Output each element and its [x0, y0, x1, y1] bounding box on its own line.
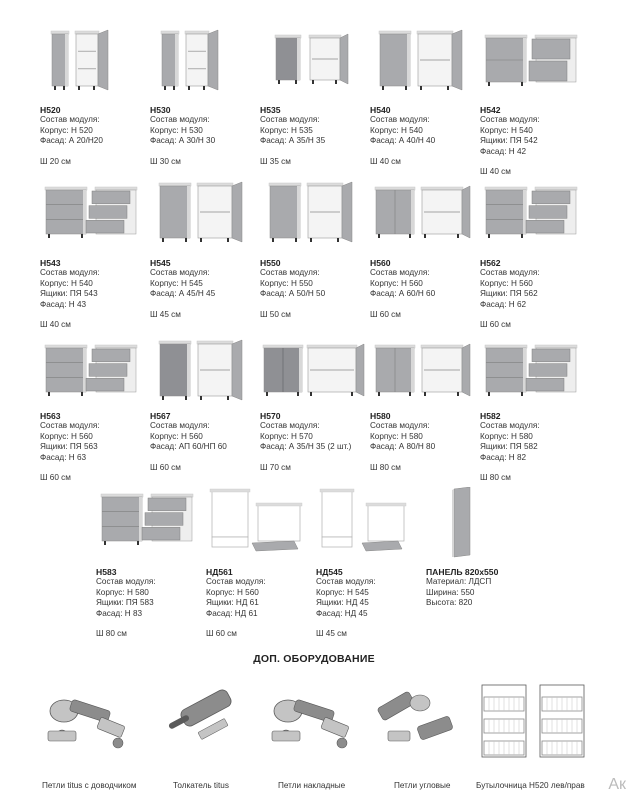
- module-code: Н543: [40, 258, 61, 268]
- cabinet-narrow-icon: [40, 28, 148, 98]
- equipment-label: Петли накладные: [278, 781, 346, 790]
- module-spec-line: Корпус: Н 560: [40, 431, 93, 441]
- cabinet-door-icon: [370, 28, 478, 98]
- module-spec-line: Ящики: ПЯ 582: [480, 442, 538, 452]
- module-spec-line: Корпус: Н 550: [260, 278, 313, 288]
- module-spec-line: Фасад: АП 60/НП 60: [150, 442, 227, 452]
- module-spec-line: Фасад: НД 61: [206, 608, 258, 618]
- module-spec-line: Ящики: НД 61: [206, 598, 259, 608]
- module-width: Ш 60 см: [206, 629, 237, 639]
- module-width: Ш 40 см: [370, 157, 401, 167]
- module-description: [370, 411, 488, 473]
- bottle-rack-icon: [478, 681, 594, 761]
- cabinet-dark-icon: [260, 338, 368, 408]
- equipment-label: Петли угловые: [394, 781, 451, 790]
- module-width: Ш 40 см: [40, 320, 71, 330]
- module-code: Н550: [260, 258, 281, 268]
- module-width: Ш 35 см: [260, 157, 291, 167]
- equipment-label: Толкатель titus: [173, 781, 229, 790]
- module-width: Ш 50 см: [260, 310, 291, 320]
- module-description: [40, 105, 158, 167]
- module-spec-line: Корпус: Н 520: [40, 125, 93, 135]
- module-width: Ш 70 см: [260, 463, 291, 473]
- watermark: Ак: [608, 776, 626, 793]
- module-spec-line: Фасад: Н 42: [480, 146, 527, 156]
- module-spec-line: Фасад: А 30/Н 30: [150, 136, 216, 146]
- module-spec-line: Состав модуля:: [370, 421, 430, 431]
- module-spec-line: Фасад: А 20/Н20: [40, 136, 103, 146]
- module-code: Н530: [150, 105, 171, 115]
- module-spec-line: Фасад: А 60/Н 60: [370, 289, 436, 299]
- module-spec-line: Корпус: Н 540: [480, 125, 533, 135]
- module-code: Н542: [480, 105, 501, 115]
- module-spec-line: Корпус: Н 535: [260, 125, 313, 135]
- module-spec-line: Корпус: Н 570: [260, 431, 313, 441]
- cabinet-drawers-icon: [96, 487, 204, 557]
- module-spec-line: Высота: 820: [426, 598, 473, 608]
- cabinet-dark-icon: [260, 28, 368, 98]
- oven-housing-icon: [206, 487, 314, 557]
- oven-housing-icon: [316, 487, 424, 557]
- cabinet-drawers-icon: [40, 180, 148, 250]
- module-description: [40, 411, 158, 484]
- module-spec-line: Ящики: ПЯ 543: [40, 289, 98, 299]
- module-spec-line: Фасад: Н 82: [480, 452, 527, 462]
- module-width: Ш 45 см: [316, 629, 347, 639]
- module-spec-line: Состав модуля:: [316, 577, 376, 587]
- equipment-label: Бутылочница Н520 лев/прав: [476, 781, 585, 790]
- module-spec-line: Фасад: А 80/Н 80: [370, 442, 436, 452]
- module-spec-line: Фасад: Н 83: [96, 608, 143, 618]
- module-spec-line: Фасад: А 35/Н 35 (2 шт.): [260, 442, 352, 452]
- module-spec-line: Фасад: А 50/Н 50: [260, 289, 326, 299]
- module-description: [480, 411, 598, 484]
- module-code: Н520: [40, 105, 61, 115]
- module-code: Н545: [150, 258, 171, 268]
- module-spec-line: Корпус: Н 530: [150, 125, 203, 135]
- cabinet-door-icon: [150, 338, 258, 408]
- module-spec-line: Состав модуля:: [260, 421, 320, 431]
- cabinet-door-icon: [150, 180, 258, 250]
- module-code: Н535: [260, 105, 281, 115]
- module-code: Н567: [150, 411, 171, 421]
- module-spec-line: Ящики: ПЯ 562: [480, 289, 538, 299]
- module-description: [370, 258, 488, 320]
- section-title: ДОП. ОБОРУДОВАНИЕ: [253, 653, 375, 665]
- module-code: Н560: [370, 258, 391, 268]
- module-description: [150, 105, 268, 167]
- module-width: Ш 45 см: [150, 310, 181, 320]
- module-code: Н583: [96, 567, 117, 577]
- hinge-corner-icon: [368, 681, 484, 761]
- module-spec-line: Корпус: Н 560: [480, 278, 533, 288]
- cabinet-drawers-icon: [40, 338, 148, 408]
- module-spec-line: Фасад: НД 45: [316, 608, 368, 618]
- module-spec-line: Корпус: Н 560: [370, 278, 423, 288]
- module-spec-line: Состав модуля:: [150, 421, 210, 431]
- module-spec-line: Ящики: ПЯ 542: [480, 136, 538, 146]
- module-spec-line: Корпус: Н 545: [316, 587, 369, 597]
- module-spec-line: Состав модуля:: [260, 268, 320, 278]
- module-spec-line: Состав модуля:: [480, 268, 540, 278]
- module-spec-line: Корпус: Н 560: [150, 431, 203, 441]
- module-spec-line: Состав модуля:: [150, 268, 210, 278]
- cabinet-double-icon: [370, 338, 478, 408]
- module-code: Н580: [370, 411, 391, 421]
- module-width: Ш 60 см: [40, 473, 71, 483]
- module-spec-line: Состав модуля:: [40, 421, 100, 431]
- cabinet-drawers-icon: [480, 180, 588, 250]
- module-spec-line: Корпус: Н 540: [40, 278, 93, 288]
- module-description: [480, 258, 598, 331]
- module-spec-line: Состав модуля:: [480, 115, 540, 125]
- module-width: Ш 40 см: [480, 167, 511, 177]
- module-code: ПАНЕЛЬ 820х550: [426, 567, 499, 577]
- module-spec-line: Корпус: Н 580: [370, 431, 423, 441]
- module-width: Ш 60 см: [480, 320, 511, 330]
- module-spec-line: Фасад: А 45/Н 45: [150, 289, 216, 299]
- module-spec-line: Корпус: Н 540: [370, 125, 423, 135]
- module-spec-line: Состав модуля:: [96, 577, 156, 587]
- module-description: [260, 411, 378, 473]
- module-spec-line: Фасад: Н 62: [480, 299, 527, 309]
- side-panel-icon: [426, 487, 534, 557]
- equipment-label: Петли titus с доводчиком: [42, 781, 137, 790]
- module-spec-line: Состав модуля:: [260, 115, 320, 125]
- module-description: [370, 105, 488, 167]
- module-code: НД561: [206, 567, 233, 577]
- module-description: [150, 258, 268, 320]
- module-code: Н563: [40, 411, 61, 421]
- module-code: Н562: [480, 258, 501, 268]
- module-description: [206, 567, 324, 640]
- module-spec-line: Состав модуля:: [370, 268, 430, 278]
- module-spec-line: Состав модуля:: [40, 268, 100, 278]
- cabinet-double-icon: [370, 180, 478, 250]
- module-spec-line: Состав модуля:: [480, 421, 540, 431]
- module-spec-line: Корпус: Н 545: [150, 278, 203, 288]
- push-latch-icon: [150, 681, 266, 761]
- module-spec-line: Ящики: НД 45: [316, 598, 369, 608]
- hinge-soft-close-icon: [38, 681, 154, 761]
- module-spec-line: Фасад: А 35/Н 35: [260, 136, 326, 146]
- module-width: Ш 30 см: [150, 157, 181, 167]
- module-spec-line: Состав модуля:: [150, 115, 210, 125]
- cabinet-drawers-icon: [480, 28, 588, 98]
- module-description: [480, 105, 598, 178]
- module-description: [96, 567, 214, 640]
- module-spec-line: Корпус: Н 580: [96, 587, 149, 597]
- module-description: [260, 105, 378, 167]
- module-width: Ш 80 см: [96, 629, 127, 639]
- cabinet-door-icon: [260, 180, 368, 250]
- module-spec-line: Состав модуля:: [370, 115, 430, 125]
- module-spec-line: Фасад: Н 63: [40, 452, 87, 462]
- module-code: НД545: [316, 567, 343, 577]
- module-width: Ш 80 см: [480, 473, 511, 483]
- module-spec-line: Материал: ЛДСП: [426, 577, 492, 587]
- module-spec-line: Корпус: Н 560: [206, 587, 259, 597]
- module-spec-line: Ящики: ПЯ 583: [96, 598, 154, 608]
- module-spec-line: Ящики: ПЯ 563: [40, 442, 98, 452]
- cabinet-narrow-icon: [150, 28, 258, 98]
- module-code: Н540: [370, 105, 391, 115]
- module-width: Ш 60 см: [370, 310, 401, 320]
- module-description: [150, 411, 268, 473]
- module-width: Ш 20 см: [40, 157, 71, 167]
- module-description: [316, 567, 434, 640]
- module-spec-line: Корпус: Н 580: [480, 431, 533, 441]
- module-description: [260, 258, 378, 320]
- module-spec-line: Фасад: А 40/Н 40: [370, 136, 436, 146]
- module-spec-line: Фасад: Н 43: [40, 299, 87, 309]
- module-width: Ш 80 см: [370, 463, 401, 473]
- module-spec-line: Состав модуля:: [206, 577, 266, 587]
- module-code: Н570: [260, 411, 281, 421]
- module-width: Ш 60 см: [150, 463, 181, 473]
- module-spec-line: Состав модуля:: [40, 115, 100, 125]
- module-spec-line: Ширина: 550: [426, 587, 475, 597]
- module-description: [426, 567, 544, 609]
- cabinet-drawers-icon: [480, 338, 588, 408]
- module-description: [40, 258, 158, 331]
- hinge-overlay-icon: [262, 681, 378, 761]
- module-code: Н582: [480, 411, 501, 421]
